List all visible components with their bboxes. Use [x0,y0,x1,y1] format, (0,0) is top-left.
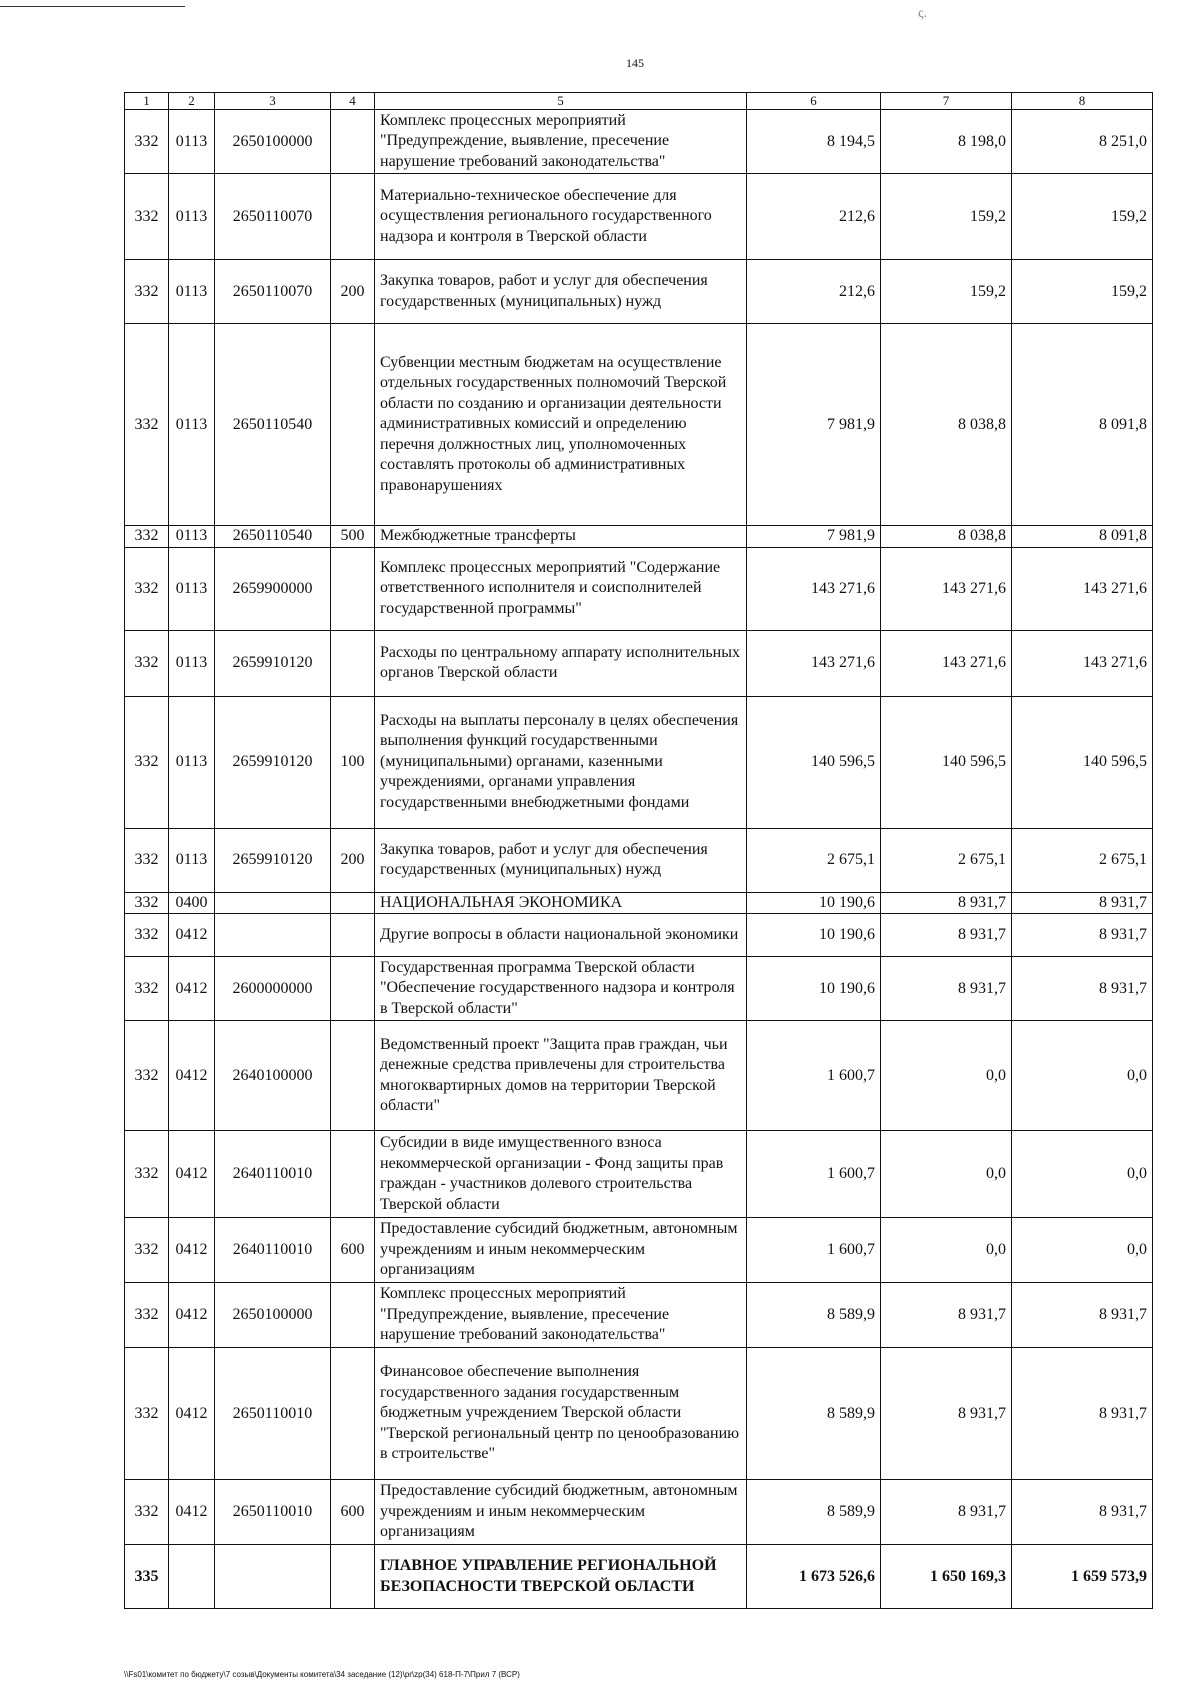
amount-year1-cell: 140 596,5 [747,696,881,828]
expense-type-cell: 200 [331,828,375,892]
amount-year2-cell: 159,2 [881,260,1012,324]
amount-year2-cell: 8 931,7 [881,1348,1012,1480]
ministry-code-cell: 332 [125,1283,169,1348]
target-article-cell: 2650110540 [215,526,331,548]
expense-type-cell [331,547,375,630]
expense-type-cell: 600 [331,1218,375,1283]
expense-type-cell: 600 [331,1480,375,1545]
section-code-cell: 0412 [169,1348,215,1480]
amount-year3-cell: 143 271,6 [1012,630,1153,696]
ministry-code-cell: 332 [125,1348,169,1480]
amount-year3-cell: 8 931,7 [1012,892,1153,914]
table-row [125,828,1153,892]
amount-year1-cell: 143 271,6 [747,547,881,630]
amount-year3-cell: 8 091,8 [1012,526,1153,548]
amount-year3-cell: 8 091,8 [1012,324,1153,526]
ministry-code-cell: 332 [125,1021,169,1131]
amount-year2-cell: 8 931,7 [881,914,1012,957]
amount-year1-cell: 1 600,7 [747,1021,881,1131]
total-row [125,1545,1153,1609]
top-rule [0,6,185,7]
target-article-cell: 2640100000 [215,1021,331,1131]
amount-year1-cell: 1 600,7 [747,1218,881,1283]
item-name-cell: Финансовое обеспечение выполнения государственного задания государственным бюджетным учреждением Тверской области "Тверской региональный центр по ценообразованию в строительстве" [375,1348,747,1480]
table-row [125,630,1153,696]
expense-type-cell [331,630,375,696]
expense-type-cell [331,1348,375,1480]
ministry-code-cell: 332 [125,1218,169,1283]
total-year1-cell: 1 673 526,6 [747,1545,881,1609]
ministry-code-cell: 332 [125,260,169,324]
amount-year3-cell: 8 931,7 [1012,957,1153,1021]
amount-year3-cell: 8 931,7 [1012,1283,1153,1348]
item-name-cell: Расходы по центральному аппарату исполнительных органов Тверской области [375,630,747,696]
section-code-cell: 0113 [169,110,215,174]
amount-year2-cell: 8 931,7 [881,957,1012,1021]
ministry-code-cell: 332 [125,630,169,696]
total-ministry-code-cell: 335 [125,1545,169,1609]
table-header-row [125,93,1153,110]
amount-year2-cell: 0,0 [881,1131,1012,1218]
file-path-footer: \\Fs01\комитет по бюджету\7 созыв\Документы комитета\34 заседание (12)\pr\zp(34) 618-П-7\Прил 7 (ВСР) [124,1670,520,1679]
amount-year1-cell: 10 190,6 [747,914,881,957]
amount-year2-cell: 2 675,1 [881,828,1012,892]
table-row [125,1218,1153,1283]
item-name-cell: Другие вопросы в области национальной экономики [375,914,747,957]
amount-year2-cell: 8 038,8 [881,526,1012,548]
amount-year3-cell: 143 271,6 [1012,547,1153,630]
table-row [125,1021,1153,1131]
ministry-code-cell: 332 [125,526,169,548]
expense-type-cell: 500 [331,526,375,548]
section-code-cell: 0113 [169,174,215,260]
table-row [125,1283,1153,1348]
item-name-cell: Предоставление субсидий бюджетным, автономным учреждениям и иным некоммерческим организациям [375,1480,747,1545]
ministry-code-cell: 332 [125,957,169,1021]
table-row [125,526,1153,548]
amount-year3-cell: 8 931,7 [1012,1480,1153,1545]
section-code-cell: 0113 [169,526,215,548]
col-header: 3 [215,93,331,110]
amount-year2-cell: 0,0 [881,1021,1012,1131]
amount-year1-cell: 8 194,5 [747,110,881,174]
amount-year3-cell: 0,0 [1012,1021,1153,1131]
expense-type-cell [331,110,375,174]
item-name-cell: Государственная программа Тверской области "Обеспечение государственного надзора и контроля в Тверской области" [375,957,747,1021]
table-row [125,547,1153,630]
amount-year2-cell: 143 271,6 [881,547,1012,630]
ministry-code-cell: 332 [125,914,169,957]
amount-year2-cell: 8 038,8 [881,324,1012,526]
amount-year3-cell: 0,0 [1012,1131,1153,1218]
section-code-cell: 0400 [169,892,215,914]
item-name-cell: Предоставление субсидий бюджетным, автономным учреждениям и иным некоммерческим организациям [375,1218,747,1283]
amount-year3-cell: 159,2 [1012,260,1153,324]
target-article-cell: 2659900000 [215,547,331,630]
col-header: 8 [1012,93,1153,110]
section-code-cell: 0113 [169,324,215,526]
section-code-cell: 0113 [169,630,215,696]
item-name-cell: Комплекс процессных мероприятий "Содержание ответственного исполнителя и соисполнителей государственной программы" [375,547,747,630]
expense-type-cell [331,914,375,957]
amount-year2-cell: 8 931,7 [881,1480,1012,1545]
target-article-cell: 2650110010 [215,1348,331,1480]
section-code-cell: 0113 [169,828,215,892]
col-header: 5 [375,93,747,110]
section-code-cell: 0412 [169,957,215,1021]
item-name-cell: Закупка товаров, работ и услуг для обеспечения государственных (муниципальных) нужд [375,260,747,324]
empty-cell [331,1545,375,1609]
amount-year1-cell: 212,6 [747,174,881,260]
target-article-cell [215,892,331,914]
total-year2-cell: 1 650 169,3 [881,1545,1012,1609]
ministry-code-cell: 332 [125,174,169,260]
target-article-cell: 2659910120 [215,630,331,696]
amount-year1-cell: 143 271,6 [747,630,881,696]
section-code-cell: 0412 [169,1131,215,1218]
ministry-code-cell: 332 [125,324,169,526]
section-code-cell: 0412 [169,1021,215,1131]
target-article-cell: 2650100000 [215,1283,331,1348]
section-code-cell: 0113 [169,547,215,630]
target-article-cell: 2650110540 [215,324,331,526]
target-article-cell: 2600000000 [215,957,331,1021]
item-name-cell: Субвенции местным бюджетам на осуществление отдельных государственных полномочий Тверской области по созданию и организации деятельности административных комиссий и определению перечня должностных лиц, уполномоченных составлять протоколы об административных правонарушениях [375,324,747,526]
item-name-cell: Ведомственный проект "Защита прав граждан, чьи денежные средства привлечены для строительства многоквартирных домов на территории Тверской области" [375,1021,747,1131]
target-article-cell: 2650100000 [215,110,331,174]
amount-year1-cell: 8 589,9 [747,1348,881,1480]
ministry-code-cell: 332 [125,110,169,174]
scan-speck: ς. [918,6,928,21]
section-code-cell: 0412 [169,1480,215,1545]
item-name-cell: Субсидии в виде имущественного взноса некоммерческой организации - Фонд защиты прав граждан - участников долевого строительства Тверской области [375,1131,747,1218]
empty-cell [215,1545,331,1609]
expense-type-cell [331,324,375,526]
empty-cell [169,1545,215,1609]
target-article-cell: 2659910120 [215,696,331,828]
item-name-cell: Комплекс процессных мероприятий "Предупреждение, выявление, пресечение нарушение требований законодательства" [375,1283,747,1348]
expense-type-cell [331,174,375,260]
amount-year3-cell: 2 675,1 [1012,828,1153,892]
ministry-code-cell: 332 [125,892,169,914]
target-article-cell [215,914,331,957]
table-row [125,1480,1153,1545]
ministry-code-cell: 332 [125,1480,169,1545]
item-name-cell: Закупка товаров, работ и услуг для обеспечения государственных (муниципальных) нужд [375,828,747,892]
amount-year1-cell: 10 190,6 [747,957,881,1021]
expense-type-cell: 200 [331,260,375,324]
amount-year2-cell: 8 198,0 [881,110,1012,174]
table-row [125,914,1153,957]
expense-type-cell [331,1131,375,1218]
section-code-cell: 0113 [169,696,215,828]
amount-year1-cell: 1 600,7 [747,1131,881,1218]
amount-year3-cell: 8 931,7 [1012,914,1153,957]
amount-year1-cell: 7 981,9 [747,324,881,526]
amount-year1-cell: 2 675,1 [747,828,881,892]
table-row [125,1348,1153,1480]
col-header: 1 [125,93,169,110]
target-article-cell: 2650110070 [215,260,331,324]
item-name-cell: НАЦИОНАЛЬНАЯ ЭКОНОМИКА [375,892,747,914]
target-article-cell: 2650110010 [215,1480,331,1545]
amount-year2-cell: 140 596,5 [881,696,1012,828]
amount-year1-cell: 10 190,6 [747,892,881,914]
amount-year2-cell: 0,0 [881,1218,1012,1283]
expense-type-cell [331,1283,375,1348]
amount-year3-cell: 159,2 [1012,174,1153,260]
item-name-cell: Комплекс процессных мероприятий "Предупреждение, выявление, пресечение нарушение требований законодательства" [375,110,747,174]
amount-year3-cell: 8 931,7 [1012,1348,1153,1480]
ministry-code-cell: 332 [125,1131,169,1218]
amount-year2-cell: 8 931,7 [881,1283,1012,1348]
amount-year1-cell: 8 589,9 [747,1480,881,1545]
col-header: 2 [169,93,215,110]
table-row [125,110,1153,174]
expense-type-cell [331,892,375,914]
amount-year2-cell: 143 271,6 [881,630,1012,696]
total-name-cell: ГЛАВНОЕ УПРАВЛЕНИЕ РЕГИОНАЛЬНОЙ БЕЗОПАСНОСТИ ТВЕРСКОЙ ОБЛАСТИ [375,1545,747,1609]
item-name-cell: Расходы на выплаты персоналу в целях обеспечения выполнения функций государственными (муниципальными) органами, казенными учреждениями, органами управления государственными внебюджетными фондами [375,696,747,828]
table-row [125,892,1153,914]
col-header: 4 [331,93,375,110]
table-row [125,174,1153,260]
amount-year3-cell: 8 251,0 [1012,110,1153,174]
total-year3-cell: 1 659 573,9 [1012,1545,1153,1609]
budget-table [124,92,1153,1609]
ministry-code-cell: 332 [125,828,169,892]
amount-year3-cell: 140 596,5 [1012,696,1153,828]
table-row [125,1131,1153,1218]
page-number: 145 [626,56,644,70]
item-name-cell: Материально-техническое обеспечение для осуществления регионального государственного надзора и контроля в Тверской области [375,174,747,260]
table-row [125,324,1153,526]
table-row [125,260,1153,324]
section-code-cell: 0412 [169,1218,215,1283]
target-article-cell: 2640110010 [215,1131,331,1218]
amount-year1-cell: 7 981,9 [747,526,881,548]
ministry-code-cell: 332 [125,696,169,828]
amount-year1-cell: 212,6 [747,260,881,324]
expense-type-cell [331,1021,375,1131]
ministry-code-cell: 332 [125,547,169,630]
table-row [125,696,1153,828]
item-name-cell: Межбюджетные трансферты [375,526,747,548]
section-code-cell: 0113 [169,260,215,324]
col-header: 7 [881,93,1012,110]
target-article-cell: 2659910120 [215,828,331,892]
table-row [125,957,1153,1021]
section-code-cell: 0412 [169,1283,215,1348]
expense-type-cell [331,957,375,1021]
amount-year3-cell: 0,0 [1012,1218,1153,1283]
amount-year1-cell: 8 589,9 [747,1283,881,1348]
amount-year2-cell: 8 931,7 [881,892,1012,914]
target-article-cell: 2650110070 [215,174,331,260]
col-header: 6 [747,93,881,110]
target-article-cell: 2640110010 [215,1218,331,1283]
section-code-cell: 0412 [169,914,215,957]
expense-type-cell: 100 [331,696,375,828]
amount-year2-cell: 159,2 [881,174,1012,260]
